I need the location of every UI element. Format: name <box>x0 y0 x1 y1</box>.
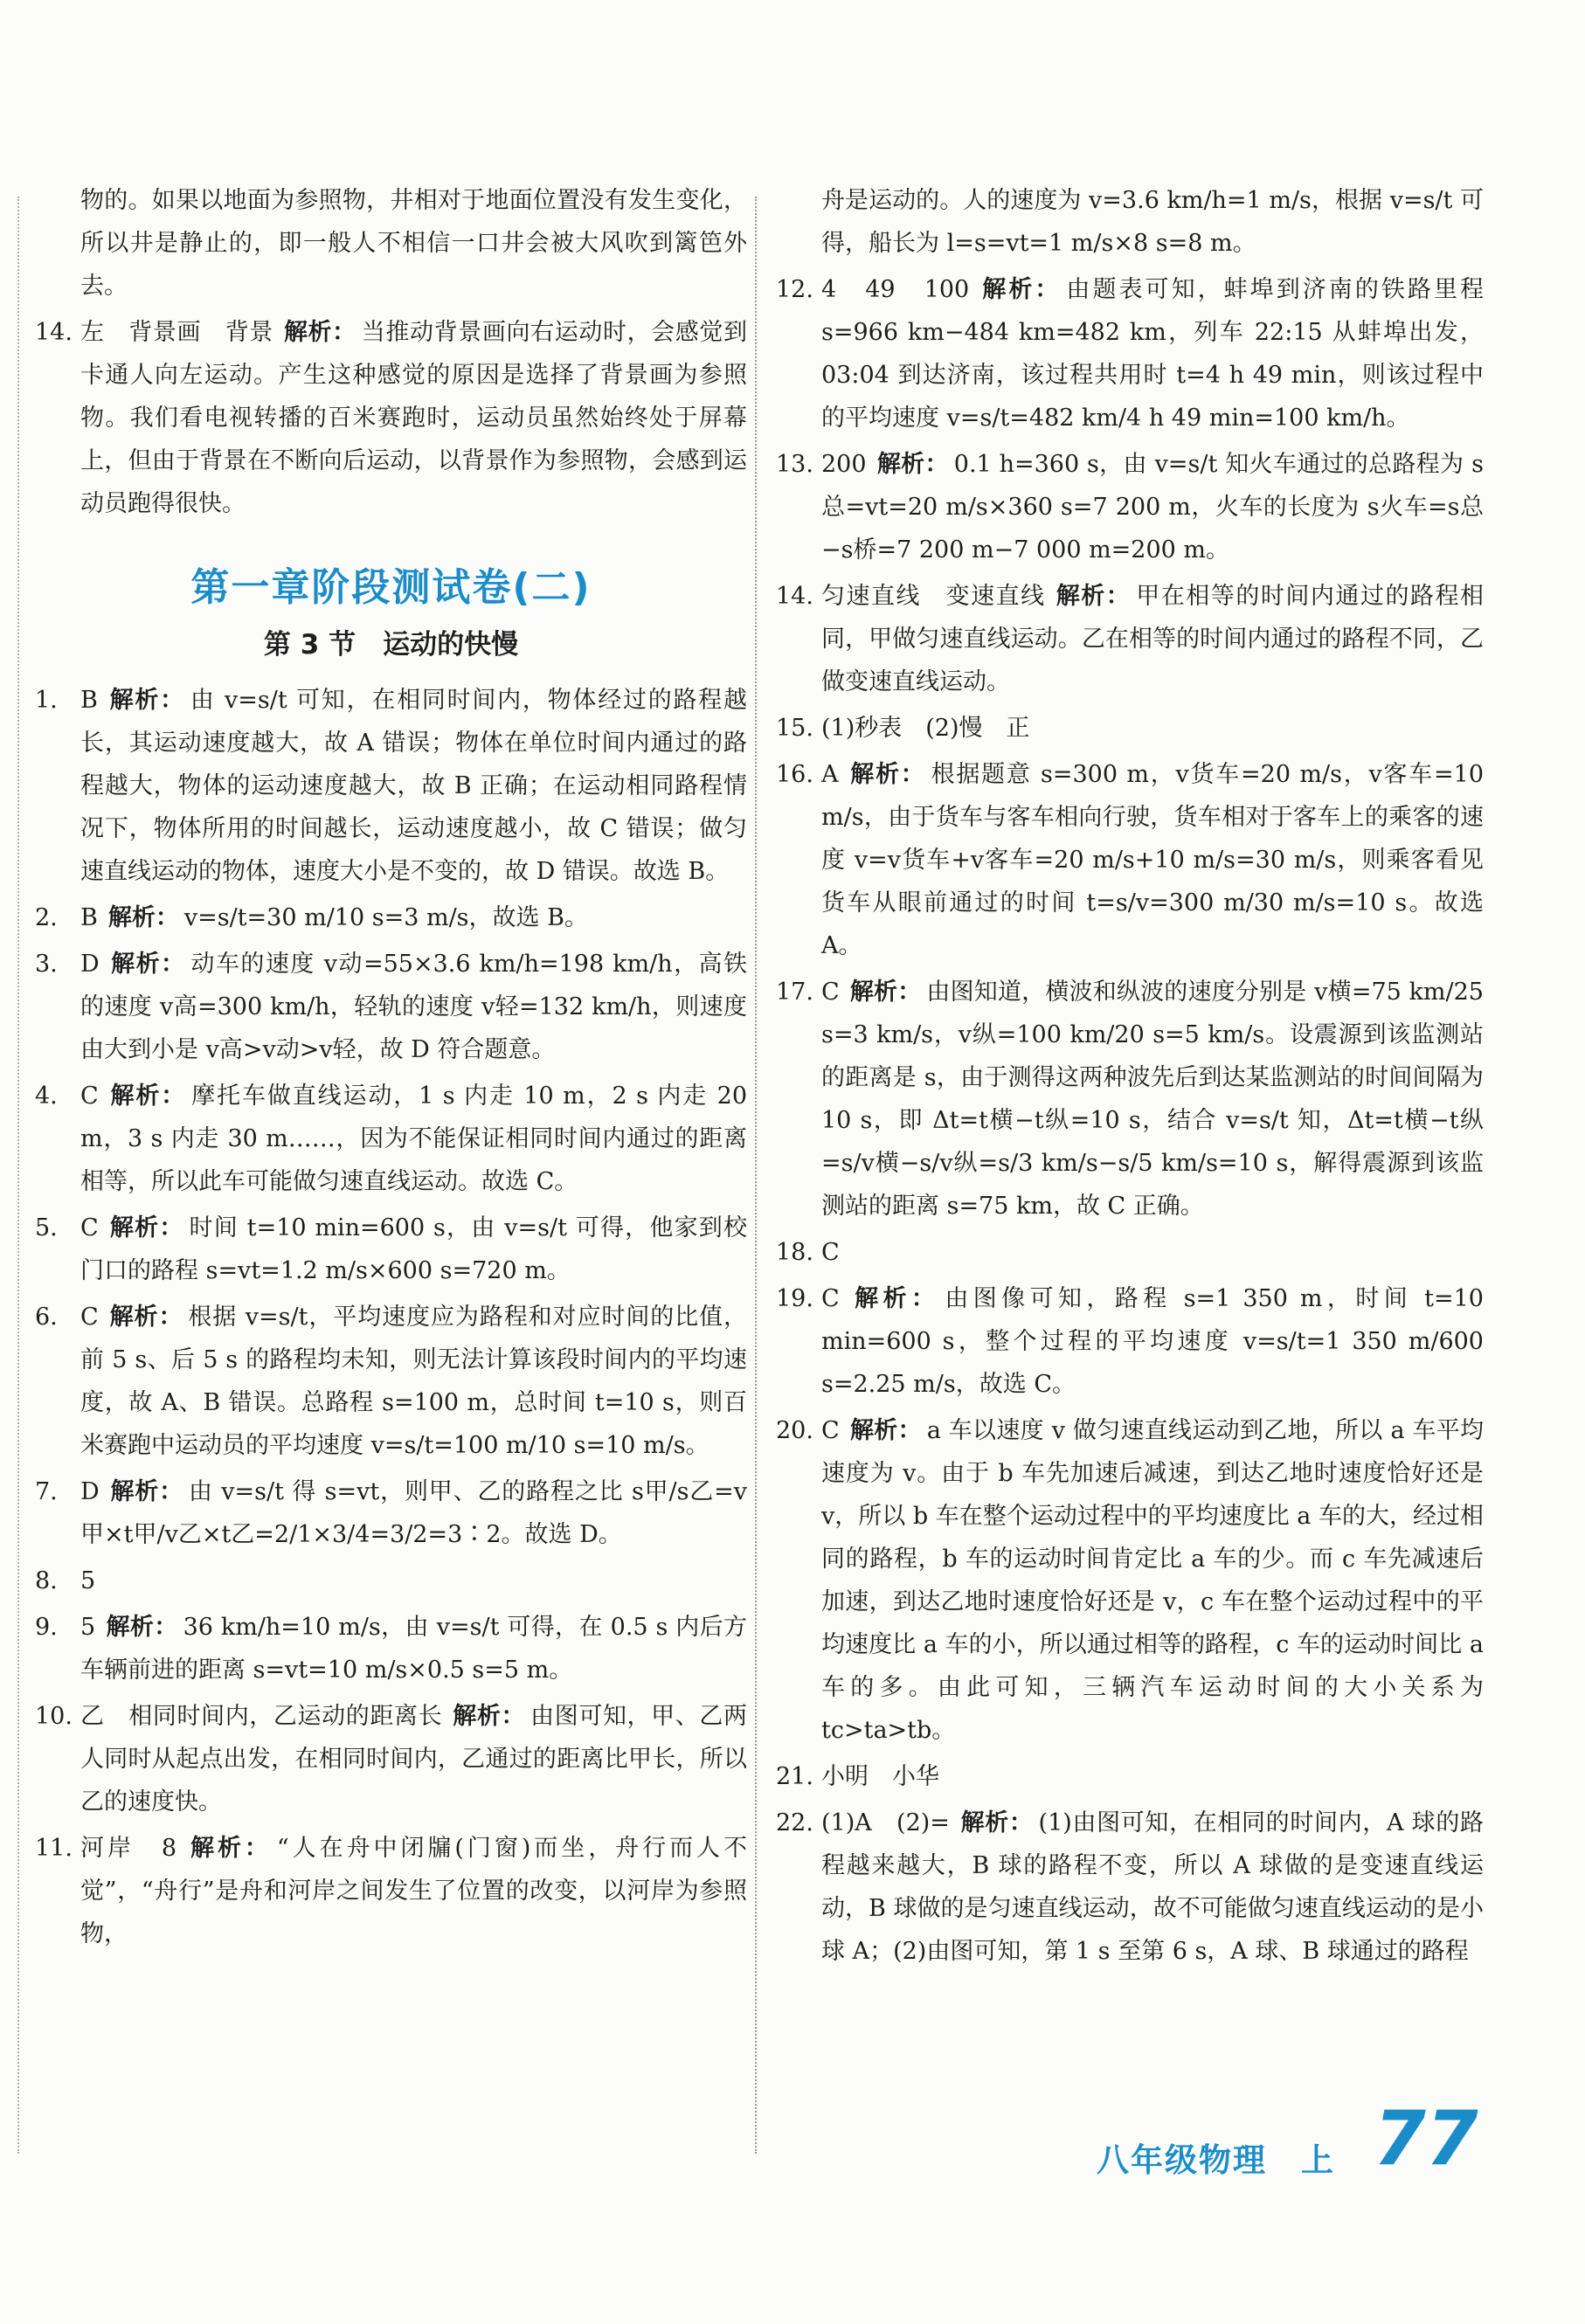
item-answer: C <box>821 1285 840 1312</box>
item-answer: 5 <box>80 1567 96 1594</box>
item-answer: D <box>80 951 100 978</box>
analysis-label: 解析： <box>187 1835 272 1862</box>
item-number: 4. <box>35 1082 58 1110</box>
item-answer: C <box>80 1082 99 1110</box>
item-answer: B <box>80 904 98 931</box>
item-number: 18. <box>776 1239 813 1266</box>
item-number: 11. <box>35 1835 73 1862</box>
analysis-label: 解析： <box>959 1809 1034 1836</box>
answer-item <box>35 943 747 1071</box>
analysis-label: 解析： <box>849 979 922 1006</box>
item-answer: 5 <box>80 1614 96 1641</box>
item-answer: B <box>80 687 98 714</box>
item-number: 5. <box>35 1214 58 1242</box>
item-number: 14. <box>35 319 73 346</box>
item-number: 15. <box>776 715 813 742</box>
item-explanation: 根据题意 s=300 m，v货车=20 m/s，v客车=10 m/s，由于货车与客车相向行驶，货车相对于客车上的乘客的速度 v=v货车+v客车=20 m/s+10 m/s=30 m/s，则乘客看见货车从眼前通过的时间 t=s/v=300 m/30 m/s=10 s。故选 A。 <box>821 761 1485 959</box>
analysis-label: 解析： <box>108 1082 187 1110</box>
item-answer: 4 49 100 <box>821 276 970 303</box>
right-column <box>776 179 1484 1976</box>
left-margin-rule <box>17 197 19 2154</box>
left-column <box>35 179 747 1959</box>
item-explanation: 由图可知，甲、乙两人同时从起点出发，在相同时间内，乙通过的距离比甲长，所以乙的速度快。 <box>80 1703 748 1816</box>
item-answer: 200 <box>821 451 867 478</box>
answer-item <box>776 268 1484 439</box>
analysis-label: 解析： <box>106 1614 178 1641</box>
item-answer: 乙 相同时间内，乙运动的距离长 <box>80 1703 443 1730</box>
answer-item <box>35 896 747 939</box>
item-explanation: 当推动背景画向右运动时，会感觉到卡通人向左运动。产生这种感觉的原因是选择了背景画为参照物。我们看电视转播的百米赛跑时，运动员虽然始终处于屏幕上，但由于背景在不断向后运动，以背景作为参照物，会感到运动员跑得很快。 <box>80 319 748 517</box>
answer-item <box>776 1409 1484 1752</box>
item-explanation: 甲在相等的时间内通过的路程相同，甲做匀速直线运动。乙在相等的时间内通过的路程不同，乙做变速直线运动。 <box>821 583 1485 695</box>
analysis-label: 解析： <box>109 1478 184 1505</box>
item-explanation: “人在舟中闭牖(门窗)而坐，舟行而人不觉”，“舟行”是舟和河岸之间发生了位置的改变，以河岸为参照物， <box>80 1835 748 1947</box>
item-answer: 匀速直线 变速直线 <box>821 583 1046 610</box>
left-continuation-text: 物的。如果以地面为参照物，井相对于地面位置没有发生变化，所以井是静止的，即一般人不相信一口井会被大风吹到篱笆外去。 <box>80 187 747 300</box>
item-number: 2. <box>35 904 58 931</box>
item-number: 22. <box>776 1809 813 1836</box>
item-number: 8. <box>35 1567 58 1594</box>
analysis-label: 解析： <box>107 904 179 931</box>
section-title: 第一章阶段测试卷(二) <box>190 565 592 610</box>
right-continuation-text: 舟是运动的。人的速度为 v=3.6 km/h=1 m/s，根据 v=s/t 可得，船长为 l=s=vt=1 m/s×8 s=8 m。 <box>821 187 1484 257</box>
item-answer: C <box>821 1239 840 1266</box>
item-answer: (1)A (2)= <box>821 1809 950 1836</box>
item-number: 6. <box>35 1304 58 1331</box>
item-explanation: v=s/t=30 m/10 s=3 m/s，故选 B。 <box>183 904 588 931</box>
answer-item <box>35 1606 747 1691</box>
answer-item <box>35 679 747 893</box>
item-explanation: 动车的速度 v动=55×3.6 km/h=198 km/h，高铁的速度 v高=300 km/h，轻轨的速度 v轻=132 km/h，则速度由大到小是 v高>v动>v轻，故 D 符合题意。 <box>80 951 747 1063</box>
item-answer: A <box>821 761 839 788</box>
item-explanation: 由图像可知，路程 s=1 350 m，时间 t=10 min=600 s，整个过程的平均速度 v=s/t=1 350 m/600 s=2.25 m/s，故选 C。 <box>821 1285 1484 1398</box>
analysis-label: 解析： <box>283 319 356 346</box>
item-answer: 左 背景画 背景 <box>80 319 273 346</box>
left-answer-list <box>35 679 747 1955</box>
item-number: 20. <box>776 1417 813 1444</box>
item-explanation: 由题表可知，蚌埠到济南的铁路里程 s=966 km−484 km=482 km，列车 22:15 从蚌埠出发，03:04 到达济南，该过程共用时 t=4 h 49 min，则该过程中的平均速度 v=s/t=482 km/4 h 49 min=100 km/h。 <box>821 276 1485 432</box>
item-explanation: 摩托车做直线运动，1 s 内走 10 m，2 s 内走 20 m，3 s 内走 30 m……，因为不能保证相同时间内通过的距离相等，所以此车可能做匀速直线运动。故选 C。 <box>80 1082 748 1195</box>
item-answer: C <box>80 1214 99 1242</box>
item-explanation: 36 km/h=10 m/s，由 v=s/t 可得，在 0.5 s 内后方车辆前进的距离 s=vt=10 m/s×0.5 s=5 m。 <box>80 1614 747 1684</box>
item-answer: C <box>821 1417 840 1444</box>
analysis-label: 解析： <box>109 951 186 978</box>
item-number: 14. <box>776 583 813 610</box>
item-answer: 小明 小华 <box>821 1763 939 1790</box>
item-number: 3. <box>35 951 58 978</box>
analysis-label: 解析： <box>849 1285 940 1312</box>
analysis-label: 解析： <box>1056 583 1132 610</box>
analysis-label: 解析： <box>849 1417 922 1444</box>
item-explanation: 时间 t=10 min=600 s，由 v=s/t 可得，他家到校门口的路程 s=vt=1.2 m/s×600 s=720 m。 <box>80 1214 748 1284</box>
item-number: 12. <box>776 276 813 303</box>
item-number: 13. <box>776 451 813 478</box>
item-explanation: 由图知道，横波和纵波的速度分别是 v横=75 km/25 s=3 km/s，v纵=100 km/20 s=5 km/s。设震源到该监测站的距离是 s，由于测得这两种波先后到达某监测站的时间间隔为 10 s，即 Δt=t横−t纵=10 s，结合 v=s/t 知，Δt=t横−t纵=s/v横−s/v纵=s/3 km/s−s/5 km/s=10 s，解得震源到该监测站的距离 s=75 km，故 C 正确。 <box>821 979 1484 1220</box>
item-number: 1. <box>35 687 58 714</box>
answer-item <box>776 1755 1484 1798</box>
item-number: 16. <box>776 761 813 788</box>
answer-item <box>35 311 747 525</box>
item-number: 17. <box>776 979 813 1006</box>
answer-item <box>35 1470 747 1556</box>
item-answer: D <box>80 1478 100 1505</box>
item-number: 10. <box>35 1703 73 1730</box>
item-explanation: 根据 v=s/t，平均速度应为路程和对应时间的比值，前 5 s、后 5 s 的路程均未知，则无法计算该段时间内的平均速度，故 A、B 错误。总路程 s=100 m，总时间 t=10 s，则百米赛跑中运动员的平均速度 v=s/t=100 m/10 s=10 m/s。 <box>80 1304 748 1459</box>
item-explanation: (1)由图可知，在相同的时间内，A 球的路程越来越大，B 球的路程不变，所以 A 球做的是变速直线运动，B 球做的是匀速直线运动，故不可能做匀速直线运动的是小球 A；(2)由图可知，第 1 s 至第 6 s，A 球、B 球通过的路程 <box>821 1809 1484 1965</box>
answer-item <box>35 1560 747 1602</box>
item-answer: 河岸 8 <box>80 1835 177 1862</box>
page-number: 77 <box>1374 2095 1478 2182</box>
item-number: 7. <box>35 1478 58 1505</box>
answer-item <box>776 575 1484 703</box>
analysis-label: 解析： <box>876 451 949 478</box>
analysis-label: 解析： <box>108 1214 184 1242</box>
item-answer: C <box>80 1304 99 1331</box>
right-answer-list <box>776 268 1484 1973</box>
section-subtitle: 第 3 节 运动的快慢 <box>263 629 519 661</box>
analysis-label: 解析： <box>979 276 1062 303</box>
answer-item <box>776 753 1484 967</box>
answer-item <box>776 1231 1484 1274</box>
answer-item <box>35 1207 747 1292</box>
item-explanation: 由 v=s/t 得 s=vt，则甲、乙的路程之比 s甲/s乙=v甲×t甲/v乙×t乙=2/1×3/4=3/2=3∶2。故选 D。 <box>80 1478 747 1548</box>
analysis-label: 解析： <box>107 687 185 714</box>
item-number: 19. <box>776 1285 813 1312</box>
item-number: 9. <box>35 1614 58 1641</box>
item-explanation: 由 v=s/t 可知，在相同时间内，物体经过的路程越长，其运动速度越大，故 A 错误；物体在单位时间内通过的路程越大，物体的运动速度越大，故 B 正确；在运动相同路程情况下，物体所用的时间越长，运动速度越小，故 C 错误；做匀速直线运动的物体，速度大小是不变的，故 D 错误。故选 B。 <box>80 687 748 885</box>
answer-item <box>776 1277 1484 1406</box>
item-number: 21. <box>776 1763 813 1790</box>
item-explanation: a 车以速度 v 做匀速直线运动到乙地，所以 a 车平均速度为 v。由于 b 车先加速后减速，到达乙地时速度恰好还是 v，所以 b 车在整个运动过程中的平均速度比 a 车的大，经过相同的路程，b 车的运动时间肯定比 a 车的少。而 c 车先减速后加速，到达乙地时速度恰好还是 v，c 车在整个运动过程中的平均速度比 a 车的小，所以通过相等的路程，c 车的运动时间比 a 车的多。由此可知，三辆汽车运动时间的大小关系为 tc>ta>tb。 <box>821 1417 1484 1744</box>
column-divider <box>755 197 757 2154</box>
answer-item <box>35 1296 747 1467</box>
item-explanation: 0.1 h=360 s，由 v=s/t 知火车通过的总路程为 s总=vt=20 m/s×360 s=7 200 m，火车的长度为 s火车=s总−s桥=7 200 m−7 000 m=200 m。 <box>821 451 1485 564</box>
item-answer: C <box>821 979 840 1006</box>
answer-item <box>35 1075 747 1203</box>
answer-item <box>776 707 1484 750</box>
answer-item <box>776 971 1484 1228</box>
answer-item <box>35 1695 747 1823</box>
analysis-label: 解析： <box>453 1703 526 1730</box>
answer-item <box>776 443 1484 571</box>
answer-item <box>776 1802 1484 1973</box>
answer-item <box>35 1827 747 1955</box>
item-answer: (1)秒表 (2)慢 正 <box>821 715 1030 742</box>
analysis-label: 解析： <box>108 1304 183 1331</box>
footer-grade-label: 八年级物理 上 <box>1097 2141 1335 2179</box>
analysis-label: 解析： <box>848 761 926 788</box>
